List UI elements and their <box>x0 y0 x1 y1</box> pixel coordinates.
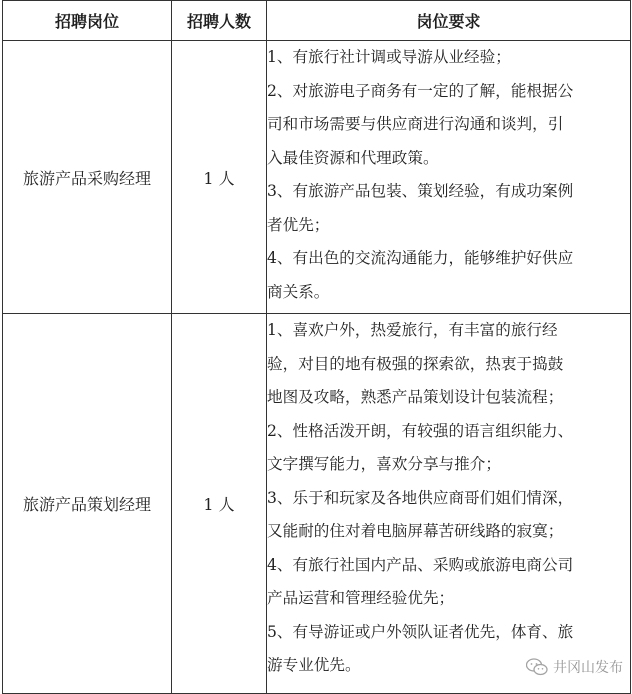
watermark <box>526 657 623 677</box>
table-row <box>3 314 631 694</box>
position-cell: 旅游产品策划经理 <box>3 314 172 694</box>
wechat-icon <box>526 658 548 676</box>
requirement-line: 验，对目的地有极强的探索欲，热衷于捣鼓 <box>267 354 564 373</box>
requirement-line: 产品运营和管理经验优先； <box>267 589 455 607</box>
count-cell: 1 人 <box>172 41 267 314</box>
requirement-line: 又能耐的住对着电脑屏幕苦研线路的寂寞； <box>267 522 564 540</box>
count-cell: 1 人 <box>172 314 267 694</box>
table-row <box>3 41 631 314</box>
job-table <box>2 0 631 694</box>
requirement-line: 2、性格活泼开朗，有较强的语言组织能力、 <box>267 421 574 440</box>
requirement-line: 游专业优先。 <box>267 656 361 674</box>
requirement-line: 3、乐于和玩家及各地供应商哥们姐们情深， <box>267 488 574 507</box>
requirements-cell <box>267 41 631 314</box>
requirement-line: 1、有旅行社计调或导游从业经验； <box>267 48 511 66</box>
requirements-cell <box>267 314 631 694</box>
requirement-line: 5、有导游证或户外领队证者优先，体育、旅 <box>267 622 574 641</box>
watermark-text: 井冈山发布 <box>553 660 623 676</box>
header-position: 招聘岗位 <box>3 1 172 41</box>
requirement-line: 1、喜欢户外，热爱旅行，有丰富的旅行经 <box>267 321 558 339</box>
requirement-line: 者优先； <box>267 215 330 234</box>
requirement-line: 司和市场需要与供应商进行沟通和谈判，引 <box>267 115 564 133</box>
requirement-line: 4、有出色的交流沟通能力，能够维护好供应 <box>267 249 574 267</box>
requirement-line: 4、有旅行社国内产品、采购或旅游电商公司 <box>267 555 574 574</box>
requirement-line: 文字撰写能力，喜欢分享与推介； <box>267 455 501 473</box>
table-header-row <box>3 1 631 41</box>
requirement-line: 2、对旅游电子商务有一定的了解，能根据公 <box>267 81 574 100</box>
position-cell: 旅游产品采购经理 <box>3 41 172 314</box>
requirement-line: 地图及攻略，熟悉产品策划设计包装流程； <box>267 388 564 406</box>
requirement-line: 商关系。 <box>267 282 330 301</box>
requirement-line: 3、有旅游产品包装、策划经验，有成功案例 <box>267 182 574 200</box>
header-requirements: 岗位要求 <box>267 1 631 41</box>
requirement-line: 入最佳资源和代理政策。 <box>267 148 439 167</box>
header-count: 招聘人数 <box>172 1 267 41</box>
